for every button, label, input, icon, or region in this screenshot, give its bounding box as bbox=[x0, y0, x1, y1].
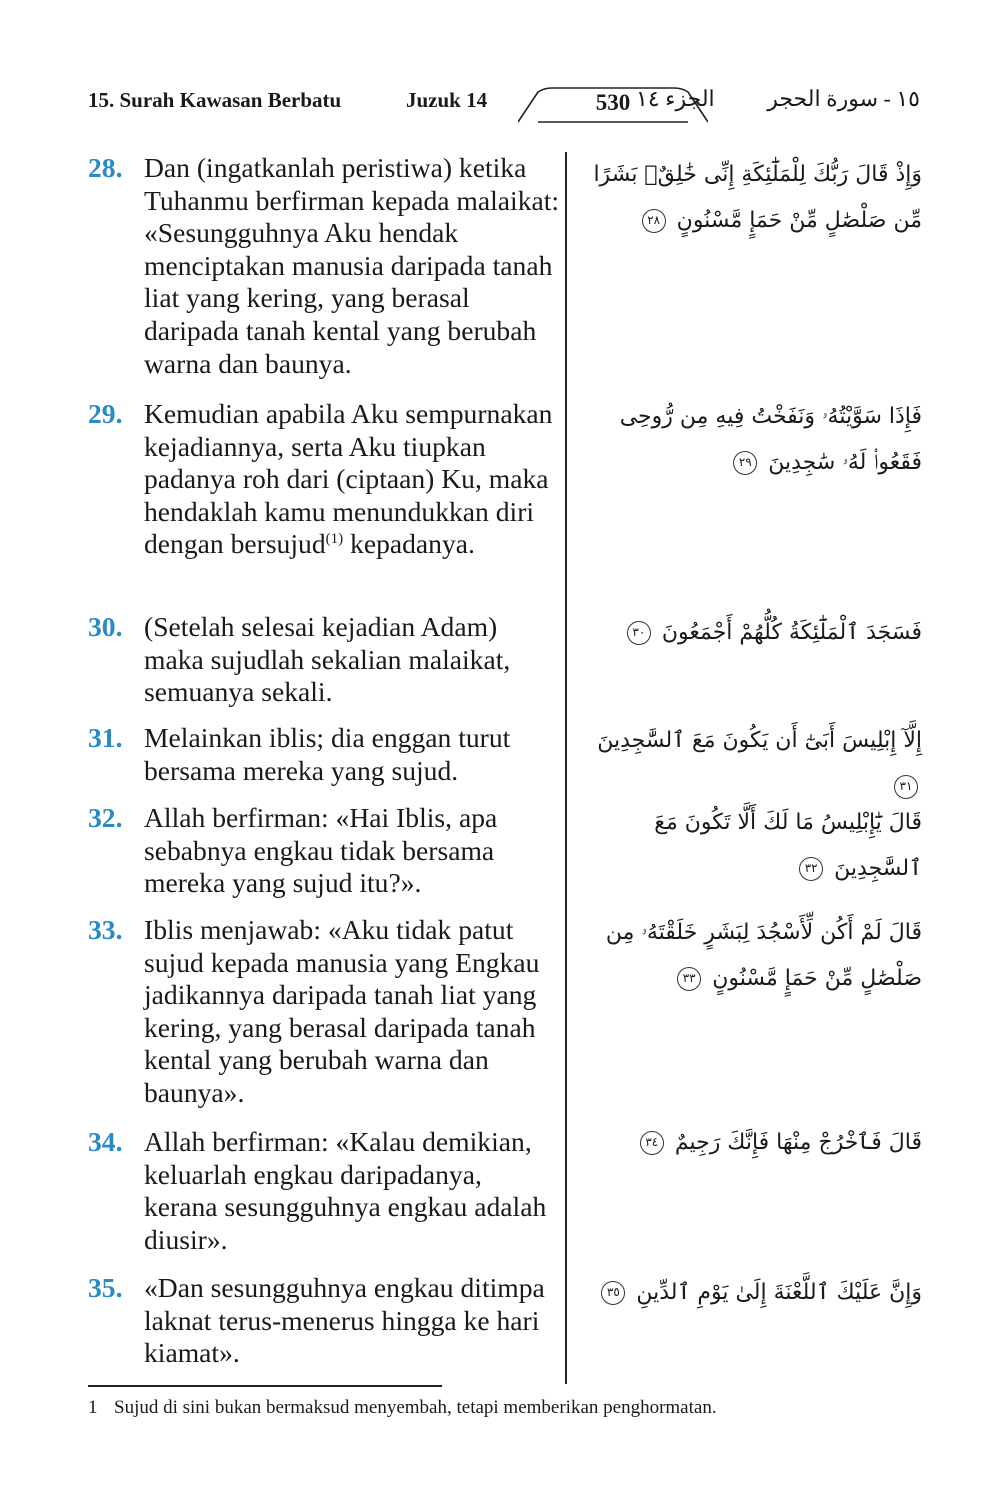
ayah-number-marker: ٢٨ bbox=[642, 209, 666, 233]
page-number: 530 bbox=[595, 90, 631, 115]
arabic-text: وَإِذْ قَالَ رَبُّكَ لِلْمَلَٰٓئِكَةِ إِنِّى خَٰلِقٌۢ بَشَرًا مِّن صَلْصَٰلٍ مِّنْ حَمَإٍ مَّسْنُونٍ bbox=[593, 162, 922, 233]
verse-translation bbox=[88, 1272, 560, 1370]
verse-arabic bbox=[582, 910, 922, 1002]
verse-number: 31. bbox=[88, 722, 123, 753]
juz-arabic: الجزء ١٤ bbox=[636, 86, 715, 111]
ayah-number-marker: ٣٢ bbox=[799, 857, 823, 881]
verse-text: Allah berfirman: «Kalau demikian, keluarlah engkau daripadanya, kerana sesungguhnya engkau adalah diusir». bbox=[144, 1126, 547, 1255]
verse-translation bbox=[88, 1126, 560, 1256]
surah-title: 15. Surah Kawasan Berbatu bbox=[88, 88, 342, 112]
verse-arabic bbox=[582, 394, 922, 486]
ayah-number-marker: ٣٠ bbox=[627, 621, 651, 645]
arabic-text: فَسَجَدَ ٱلْمَلَٰٓئِكَةُ كُلُّهُمْ أَجْمَعُونَ bbox=[661, 620, 922, 645]
ayah-number-marker: ٣١ bbox=[894, 775, 918, 799]
verse-text: Allah berfirman: «Hai Iblis, apa sebabnya engkau tidak bersama mereka yang sujud itu?». bbox=[144, 802, 498, 899]
verse-arabic bbox=[582, 152, 922, 244]
verse-translation bbox=[88, 802, 560, 900]
verse-arabic bbox=[582, 1270, 922, 1316]
verse-number: 35. bbox=[88, 1272, 123, 1303]
ayah-number-marker: ٣٤ bbox=[640, 1131, 664, 1155]
column-divider bbox=[565, 152, 567, 1384]
verse-arabic bbox=[582, 718, 922, 810]
verse-text: (Setelah selesai kejadian Adam) maka sujudlah sekalian malaikat, semuanya sekali. bbox=[144, 611, 511, 708]
verse-arabic bbox=[582, 800, 922, 892]
arabic-text: قَالَ يَٰٓإِبْلِيسُ مَا لَكَ أَلَّا تَكُونَ مَعَ ٱلسَّٰجِدِينَ bbox=[654, 810, 922, 881]
ayah-number-marker: ٣٥ bbox=[601, 1281, 625, 1305]
verse-translation bbox=[88, 398, 560, 561]
verse-text: Melainkan iblis; dia enggan turut bersama mereka yang sujud. bbox=[144, 722, 511, 786]
verse-text-part: Kemudian apabila Aku sempurnakan kejadiannya, serta Aku tiupkan padanya roh dari (ciptaan) Ku, maka hendaklah kamu menundukkan diri dengan bersujud bbox=[144, 398, 553, 560]
ayah-number-marker: ٣٣ bbox=[677, 967, 701, 991]
footnote-reference: (1) bbox=[325, 531, 344, 548]
verse-text: Iblis menjawab: «Aku tidak patut sujud kepada manusia yang Engkau jadikannya daripada tanah liat yang kering, yang berasal daripada tanah kental yang berubah warna dan baunya». bbox=[144, 914, 540, 1108]
arabic-text: إِلَّآ إِبْلِيسَ أَبَىٰٓ أَن يَكُونَ مَعَ ٱلسَّٰجِدِينَ bbox=[597, 728, 922, 753]
footnote bbox=[88, 1397, 717, 1419]
arabic-text: قَالَ لَمْ أَكُن لِّأَسْجُدَ لِبَشَرٍ خَلَقْتَهُۥ مِن صَلْصَٰلٍ مِّنْ حَمَإٍ مَّسْنُونٍ bbox=[605, 920, 922, 991]
verse-arabic bbox=[582, 610, 922, 656]
verse-translation bbox=[88, 152, 560, 380]
page-header bbox=[88, 84, 920, 120]
verse-number: 30. bbox=[88, 611, 123, 642]
arabic-text: قَالَ فَٱخْرُجْ مِنْهَا فَإِنَّكَ رَجِيمٌ bbox=[674, 1130, 922, 1155]
verse-translation bbox=[88, 722, 560, 787]
juzuk-label: Juzuk 14 bbox=[406, 88, 488, 112]
verse-number: 29. bbox=[88, 398, 123, 429]
verse-arabic bbox=[582, 1120, 922, 1166]
verse-number: 34. bbox=[88, 1126, 123, 1157]
verse-text: Dan (ingatkanlah peristiwa) ketika Tuhanmu berfirman kepada malaikat: «Sesungguhnya Aku hendak menciptakan manusia daripada tanah liat yang kering, yang berasal daripada tanah kental yang berubah warna dan baunya. bbox=[144, 152, 560, 379]
footnote-number: 1 bbox=[88, 1397, 98, 1418]
footnote-text: Sujud di sini bukan bermaksud menyembah, tetapi memberikan penghormatan. bbox=[114, 1397, 717, 1418]
verse-number: 28. bbox=[88, 152, 123, 183]
verse-translation bbox=[88, 914, 560, 1110]
arabic-text: فَإِذَا سَوَّيْتُهُۥ وَنَفَخْتُ فِيهِ مِن رُّوحِى فَقَعُوا۟ لَهُۥ سَٰجِدِينَ bbox=[619, 404, 922, 475]
verse-number: 32. bbox=[88, 802, 123, 833]
verse-text bbox=[144, 398, 560, 561]
verse-text: «Dan sesungguhnya engkau ditimpa laknat terus-menerus hingga ke hari kiamat». bbox=[144, 1272, 545, 1369]
footnote-rule bbox=[88, 1385, 442, 1387]
arabic-text: وَإِنَّ عَلَيْكَ ٱللَّعْنَةَ إِلَىٰ يَوْمِ ٱلدِّينِ bbox=[636, 1280, 922, 1305]
surah-arabic: ١٥ - سورة الحجر bbox=[767, 86, 920, 111]
verse-number: 33. bbox=[88, 914, 123, 945]
verse-text-part: kepadanya. bbox=[343, 528, 475, 560]
verse-translation bbox=[88, 611, 560, 709]
ayah-number-marker: ٢٩ bbox=[733, 451, 757, 475]
